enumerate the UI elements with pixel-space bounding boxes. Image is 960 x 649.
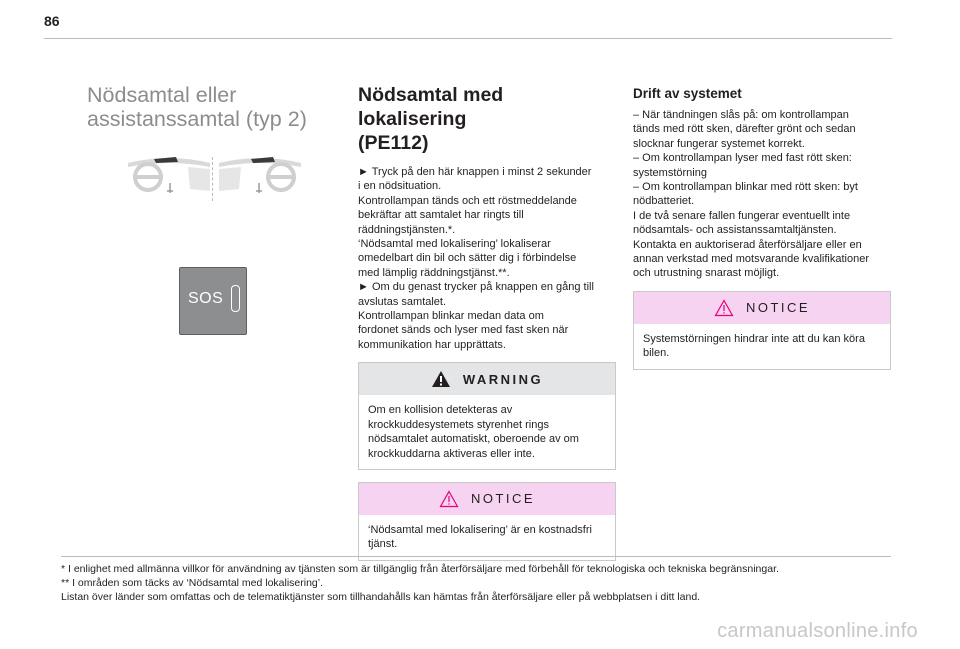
illustration-separator [212, 157, 213, 201]
sos-illustration [87, 153, 327, 313]
body-line: nödsamtals- och assistanssamtaltjänsten. [633, 224, 837, 237]
section-title-line-1: Nödsamtal eller [87, 83, 237, 107]
warning-label: WARNING [462, 371, 544, 387]
footnote-line: ** I områden som täcks av ‘Nödsamtal med lokalisering’. [61, 577, 324, 589]
notice-line: bilen. [643, 347, 670, 360]
body-line: systemstörning [633, 166, 707, 179]
notice-line: ‘Nödsamtal med lokalisering’ är en kostnadsfri [368, 523, 592, 536]
body-line: annan verkstad med motsvarande kvalifikationer [633, 253, 870, 266]
notice-box-body [634, 324, 890, 369]
notice-line: Systemstörningen hindrar inte att du kan köra [643, 332, 865, 345]
footnote-line: Listan över länder som omfattas och de telematiktjänster som tillhandahålls kan hämtas från återförsäljare eller på webbplatsen i ditt land. [61, 591, 701, 603]
footnotes [61, 556, 891, 604]
dashboard-right-drive-icon [217, 153, 303, 197]
body-line: avslutas samtalet. [358, 295, 447, 308]
body-line: i en nödsituation. [358, 180, 442, 193]
warning-box-body [359, 395, 615, 469]
notice-line: tjänst. [368, 538, 398, 551]
body-line: Kontrollampan blinkar medan data om [358, 310, 544, 323]
body-line: I de två senare fallen fungerar eventuellt inte [633, 209, 851, 222]
left-column [87, 83, 332, 313]
body-line: ‘Nödsamtal med lokalisering’ lokaliserar [358, 238, 551, 251]
footnote-rule [61, 556, 891, 557]
notice-triangle-icon [714, 299, 734, 317]
sos-button-label: SOS [188, 290, 224, 307]
body-line: – Om kontrollampan blinkar med rött sken: byt [633, 181, 858, 194]
notice-box-header [359, 483, 615, 515]
warning-triangle-icon [431, 370, 451, 388]
section-title [87, 83, 332, 131]
body-line: fordonet sänds och lyser med fast sken när [358, 324, 569, 337]
notice-box-body [359, 515, 615, 560]
dashboard-left-drive-icon [126, 153, 212, 197]
watermark: carmanualsonline.info [717, 620, 918, 642]
body-line: ► Om du genast trycker på knappen en gång till [358, 281, 594, 294]
emergency-call-body [358, 165, 616, 352]
section-title-line-2: assistanssamtal (typ 2) [87, 107, 307, 131]
body-line: med lämplig räddningstjänst.**. [358, 266, 510, 279]
emergency-call-heading-line-2: (PE112) [358, 132, 429, 154]
system-operation-body [633, 108, 891, 281]
warning-line: krockkuddesystemets styrenhet rings [368, 418, 549, 431]
body-line: och utrustning snarast möjligt. [633, 267, 780, 280]
body-line: kommunikation har upprättats. [358, 338, 506, 351]
body-line: bekräftar att samtalet har ringts till [358, 209, 524, 222]
body-line: nödbatteriet. [633, 195, 695, 208]
body-line: – Om kontrollampan lyser med fast rött sken: [633, 152, 852, 165]
body-line: omedelbart din bil och sätter dig i förbindelse [358, 252, 577, 265]
sos-indicator-lamp-icon [231, 285, 240, 312]
header-rule [44, 38, 892, 39]
body-line: ► Tryck på den här knappen i minst 2 sekunder [358, 166, 592, 178]
system-operation-heading: Drift av systemet [633, 86, 742, 101]
body-line: slocknar fungerar systemet korrekt. [633, 137, 805, 150]
warning-box [358, 362, 616, 470]
notice-label: NOTICE [470, 491, 536, 507]
body-line: räddningstjänsten.*. [358, 223, 456, 236]
body-line: Kontakta en auktoriserad återförsäljare eller en [633, 238, 862, 251]
emergency-call-heading-line-1: Nödsamtal med lokalisering [358, 84, 504, 130]
notice-box-header [634, 292, 890, 324]
warning-line: Om en kollision detekteras av [368, 404, 513, 417]
sos-button [179, 267, 247, 335]
notice-label: NOTICE [745, 300, 811, 316]
body-line: tänds med rött sken, därefter grönt och sedan [633, 123, 856, 136]
warning-line: krockkuddarna aktiveras eller inte. [368, 447, 535, 460]
footnote-line: * I enlighet med allmänna villkor för användning av tjänsten som är tillgänglig från återförsäljare med förbehåll för teknologiska och tekniska begränsningar. [61, 563, 779, 575]
right-column [633, 85, 891, 370]
body-line: Kontrollampan tänds och ett röstmeddelande [358, 194, 577, 207]
notice-box-cost [358, 482, 616, 561]
body-line: – När tändningen slås på: om kontrollampan [633, 109, 849, 121]
notice-box-system [633, 291, 891, 370]
page-number: 86 [44, 13, 60, 29]
warning-box-header [359, 363, 615, 395]
notice-triangle-icon [439, 490, 459, 508]
warning-line: nödsamtalet automatiskt, oberoende av om [368, 433, 579, 446]
emergency-call-heading [358, 83, 616, 155]
middle-column [358, 83, 616, 561]
